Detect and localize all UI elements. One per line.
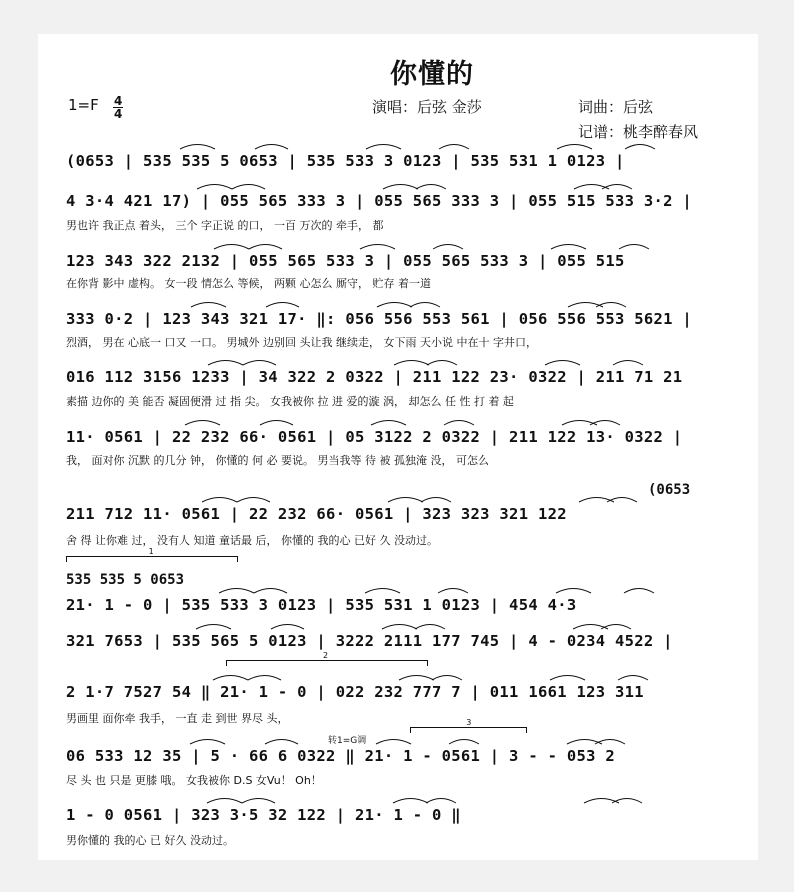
slur-arc <box>619 245 649 250</box>
slur-arc <box>382 625 417 630</box>
slur-arc <box>248 676 281 681</box>
slur-arc <box>393 799 428 804</box>
slur-arc <box>237 498 270 503</box>
slur-arc <box>232 185 265 190</box>
slur-arc <box>550 676 585 681</box>
slur-arc <box>365 589 400 594</box>
slur-arc <box>421 498 451 503</box>
lyric-row: 男画里 面你牵 我手， 一直 走 到世 界尽 头， <box>66 712 289 725</box>
slur-arc <box>449 740 479 745</box>
lyric-row: 舍 得 让你难 过， 没有人 知道 童话最 后， 你懂的 我的心 已好 久 没动过。 <box>66 534 438 547</box>
slur-arc <box>377 303 412 308</box>
slur-arc <box>366 145 401 150</box>
notation-row: 016 112 3156 1233 | 34 322 2 0322 | 211 122 23· 0322 | 211 71 21 <box>66 368 683 386</box>
slur-arc <box>376 740 411 745</box>
notation-row: 11· 0561 | 22 232 66· 0561 | 05 3122 2 0322 | 211 122 13· 0322 | <box>66 428 683 446</box>
slur-arc <box>388 498 423 503</box>
slur-arc <box>557 145 592 150</box>
slur-arc <box>260 421 293 426</box>
lyric-row: 男也许 我正点 着头， 三个 字正说 的口， 一百 万次的 牵手， 都 <box>66 219 384 232</box>
slur-arc <box>625 145 655 150</box>
slur-arc <box>433 245 463 250</box>
notation-row: 123 343 322 2132 | 055 565 533 3 | 055 565 533 3 | 055 515 <box>66 252 625 270</box>
slur-arc <box>190 740 225 745</box>
slur-arc <box>618 676 648 681</box>
notation-row: 06 533 12 35 | 5 · 66 6 0322 ‖ 21· 1 - 0561 | 3 - - 053 2 <box>66 747 616 765</box>
slur-arc <box>197 185 232 190</box>
slur-arc <box>214 245 249 250</box>
slur-arc <box>249 245 282 250</box>
slur-arc <box>207 799 242 804</box>
slur-arc <box>399 676 434 681</box>
notation-row: 1 - 0 0561 | 323 3·5 32 122 | 21· 1 - 0 ‖ <box>66 806 461 824</box>
slur-arc <box>242 799 275 804</box>
slur-arc <box>266 303 299 308</box>
overline-notes: 535 535 5 0653 <box>66 572 185 588</box>
slur-arc <box>556 589 591 594</box>
lyric-row: 素描 边你的 美 能否 凝固便滑 过 指 尖。 女我被你 拉 进 爱的漩 涡， 却怎么 任 性 打 着 起 <box>66 395 514 408</box>
notation-row: 321 7653 | 535 565 5 0123 | 3222 2111 177 745 | 4 - 0234 4522 | <box>66 632 673 650</box>
slur-arc <box>371 421 406 426</box>
volta-number-1: 1 <box>148 547 154 556</box>
slur-arc <box>219 589 254 594</box>
notation-row: 333 0·2 | 123 343 321 17· ‖: 056 556 553 561 | 056 556 553 5621 | <box>66 310 693 328</box>
slur-arc <box>360 245 395 250</box>
slur-arc <box>271 625 304 630</box>
slur-arc <box>265 740 298 745</box>
slur-arc <box>432 676 462 681</box>
slur-arc <box>426 799 456 804</box>
song-title: 你懂的 <box>390 59 474 90</box>
slur-arc <box>180 145 215 150</box>
notation-row: 4 3·4 421 17) | 055 565 333 3 | 055 565 333 3 | 055 515 533 3·2 | <box>66 192 693 210</box>
slur-arc <box>416 185 446 190</box>
slur-arc <box>202 498 237 503</box>
volta-number-2: 2 <box>323 651 329 660</box>
notation-row: 2 1·7 7527 54 ‖ 21· 1 - 0 | 022 232 777 7 | 011 1661 123 311 <box>66 683 644 701</box>
slur-arc <box>444 421 474 426</box>
slur-arc <box>191 303 226 308</box>
slur-arc <box>613 361 643 366</box>
notation-row: (0653 | 535 535 5 0653 | 535 533 3 0123 | 535 531 1 0123 | <box>66 152 625 170</box>
transcriber-credit: 记谱：桃李醉春风 <box>578 123 699 141</box>
slur-arc <box>394 361 429 366</box>
pickup-notes: (0653 <box>648 482 691 498</box>
slur-arc <box>427 361 457 366</box>
lyric-row: 我， 面对你 沉默 的几分 钟， 你懂的 何 必 要说。 男当我等 待 被 孤独淹 没， 可怎么 <box>66 454 489 467</box>
singer-credit: 演唱：后弦 金莎 <box>372 98 482 116</box>
volta-number-3: 3 <box>466 718 472 727</box>
slur-arc <box>545 361 580 366</box>
time-signature-top: 4 <box>114 94 123 108</box>
slur-arc <box>383 185 418 190</box>
modulation-marking: 转1=G调 <box>328 736 367 746</box>
slur-arc <box>185 421 220 426</box>
slur-arc <box>196 625 231 630</box>
slur-arc <box>410 303 440 308</box>
lyric-row: 在你背 影中 虚构。 女一段 情怎么 等候， 两颗 心怎么 厮守， 贮存 着一道 <box>66 277 431 290</box>
slur-arc <box>551 245 586 250</box>
lyric-row: 尽 头 也 只是 更膝 哦。 女我被你 D.S 女Vu！ Oh！ <box>66 774 322 787</box>
lyric-row: 男你懂的 我的心 已 好久 没动过。 <box>66 834 234 847</box>
key-signature: 1=F <box>68 96 99 114</box>
slur-arc <box>438 589 468 594</box>
slur-arc <box>213 676 248 681</box>
slur-arc <box>255 145 288 150</box>
composer-credit: 词曲：后弦 <box>578 98 654 116</box>
time-signature-bottom: 4 <box>114 107 123 121</box>
notation-row: 211 712 11· 0561 | 22 232 66· 0561 | 323 323 321 122 <box>66 505 567 523</box>
slur-arc <box>624 589 654 594</box>
notation-row: 21· 1 - 0 | 535 533 3 0123 | 535 531 1 0123 | 454 4·3 <box>66 596 577 614</box>
slur-arc <box>415 625 445 630</box>
slur-arc <box>439 145 469 150</box>
slur-arc <box>243 361 276 366</box>
slur-arc <box>254 589 287 594</box>
slur-arc <box>208 361 243 366</box>
lyric-row: 烈酒， 男在 心底一 口又 一口。 男城外 边别回 头让我 继续走， 女下雨 天小说 中在十 字井口， <box>66 336 537 349</box>
